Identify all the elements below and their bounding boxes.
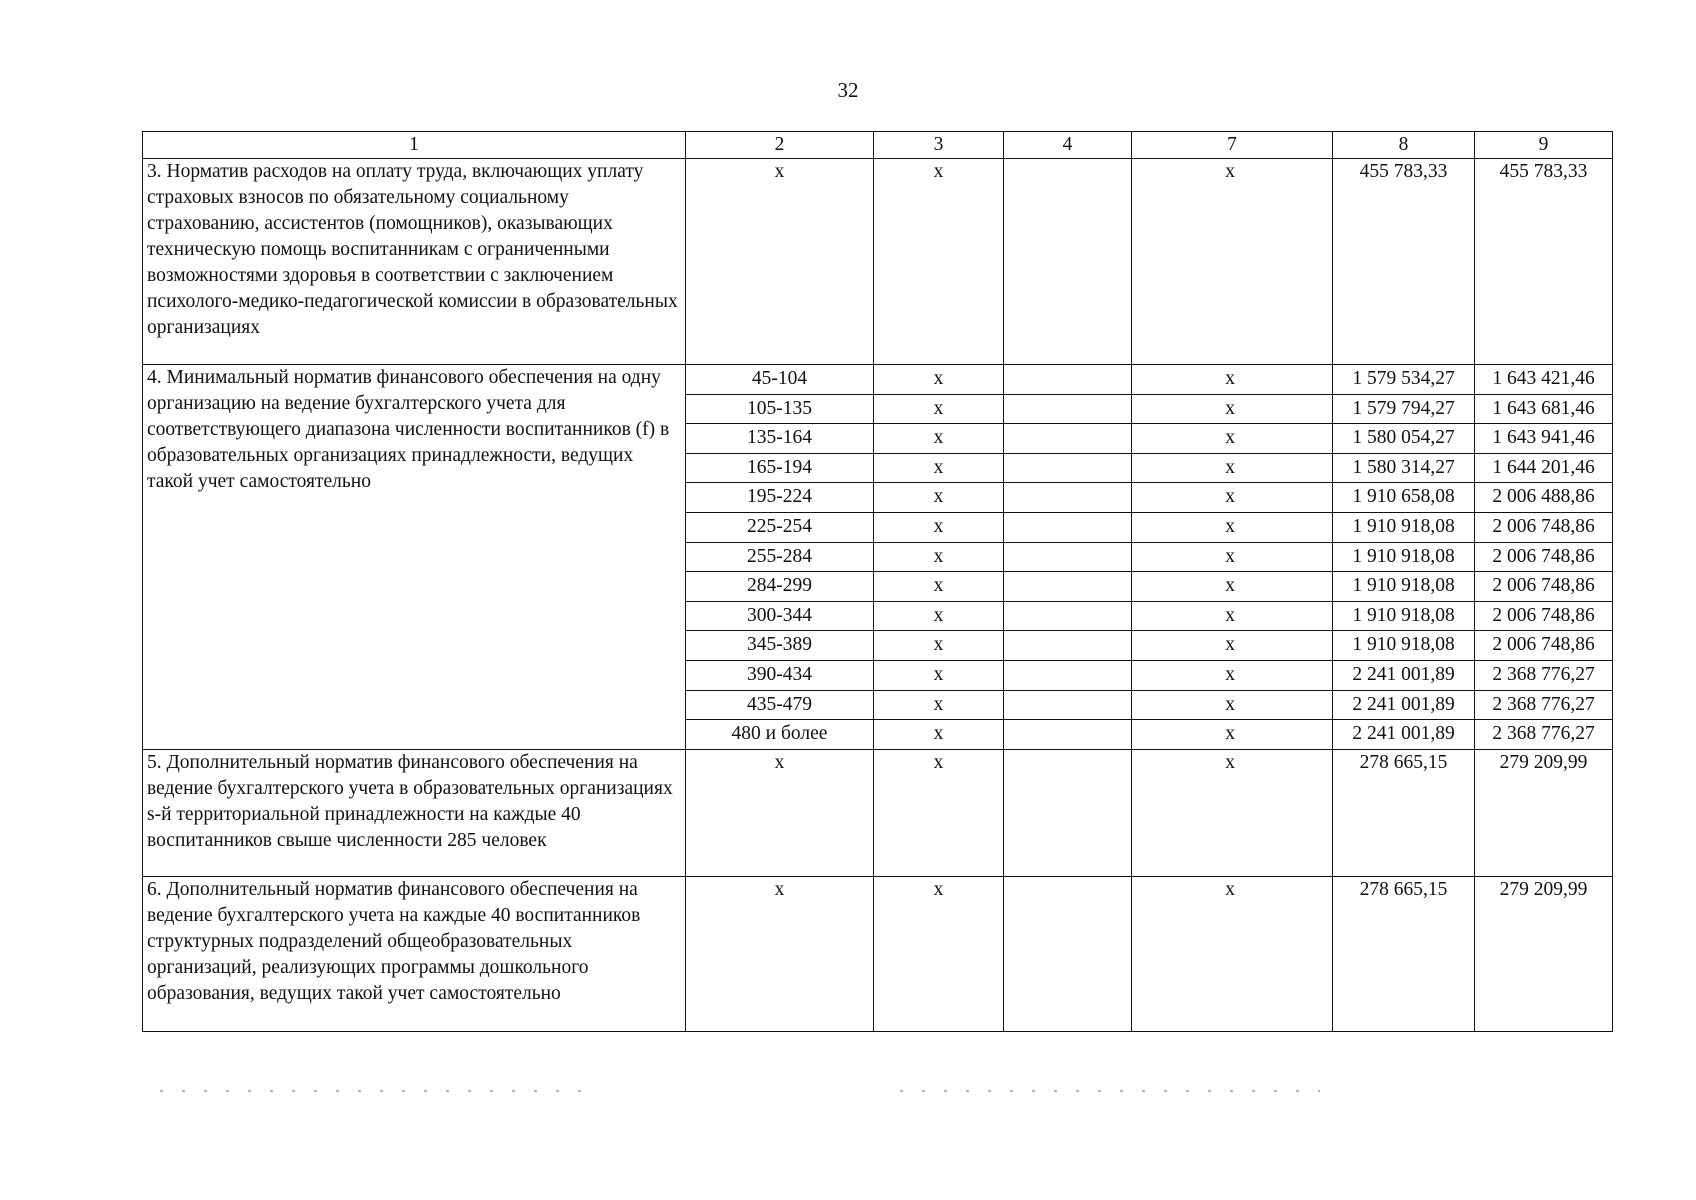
cell-col7: х: [1132, 660, 1333, 690]
cell-col9: 2 006 748,86: [1475, 542, 1613, 572]
cell-col9: 2 368 776,27: [1475, 690, 1613, 720]
cell-col7: х: [1132, 690, 1333, 720]
table-row: [143, 159, 1613, 365]
range-cell: 284-299: [686, 572, 874, 602]
cell-col4: [1004, 365, 1132, 395]
column-header: 9: [1475, 132, 1613, 159]
cell-col3: х: [874, 601, 1004, 631]
range-cell: 300-344: [686, 601, 874, 631]
cell-col4: [1004, 660, 1132, 690]
column-header: 1: [143, 132, 686, 159]
cell-col7: х: [1132, 453, 1333, 483]
cell-col3: х: [874, 720, 1004, 750]
cell-col3: х: [874, 690, 1004, 720]
range-cell: 45-104: [686, 365, 874, 395]
column-header: 7: [1132, 132, 1333, 159]
table-row: [143, 876, 1613, 1031]
column-header: 8: [1333, 132, 1475, 159]
cell-col4: [1004, 512, 1132, 542]
cell-col9: 2 368 776,27: [1475, 720, 1613, 750]
cell-col4: [1004, 601, 1132, 631]
table-row: [143, 749, 1613, 876]
cell-col8: 1 910 918,08: [1333, 572, 1475, 602]
cell-col8: 1 579 534,27: [1333, 365, 1475, 395]
cell-col8: 1 910 658,08: [1333, 483, 1475, 513]
cell-col3: х: [874, 631, 1004, 661]
cell-col7: х: [1132, 631, 1333, 661]
cell-col2: х: [686, 749, 874, 876]
cell-col7: х: [1132, 876, 1333, 1031]
cell-col7: х: [1132, 483, 1333, 513]
cell-col3: х: [874, 483, 1004, 513]
range-cell: 435-479: [686, 690, 874, 720]
cell-col3: х: [874, 660, 1004, 690]
cell-col9: 1 643 941,46: [1475, 424, 1613, 454]
cell-col9: 1 643 421,46: [1475, 365, 1613, 395]
cell-col8: 2 241 001,89: [1333, 660, 1475, 690]
cell-col4: [1004, 690, 1132, 720]
cell-col9: 455 783,33: [1475, 159, 1613, 365]
cell-col9: 1 644 201,46: [1475, 453, 1613, 483]
cell-col4: [1004, 159, 1132, 365]
column-header: 4: [1004, 132, 1132, 159]
range-cell: 195-224: [686, 483, 874, 513]
row-description: 3. Норматив расходов на оплату труда, включающих уплату страховых взносов по обязательному социальному страхованию, ассистентов (помощников), оказывающих техническую помощь воспитанникам с ограниченными возможностями здоровья в соответствии с заключением психолого-медико-педагогической комиссии в образовательных организациях: [143, 159, 686, 365]
cell-col2: х: [686, 159, 874, 365]
cell-col3: х: [874, 394, 1004, 424]
cell-col9: 279 209,99: [1475, 876, 1613, 1031]
row-description: 5. Дополнительный норматив финансового обеспечения на ведение бухгалтерского учета в образовательных организациях s-й территориальной принадлежности на каждые 40 воспитанников свыше численности 285 человек: [143, 749, 686, 876]
cell-col8: 1 910 918,08: [1333, 601, 1475, 631]
cell-col7: х: [1132, 365, 1333, 395]
cell-col4: [1004, 542, 1132, 572]
row-description: 6. Дополнительный норматив финансового обеспечения на ведение бухгалтерского учета на каждые 40 воспитанников структурных подразделений общеобразовательных организаций, реализующих программы дошкольного образования, ведущих такой учет самостоятельно: [143, 876, 686, 1031]
cell-col8: 1 910 918,08: [1333, 512, 1475, 542]
cell-col8: 2 241 001,89: [1333, 690, 1475, 720]
cell-col8: 2 241 001,89: [1333, 720, 1475, 750]
header-row: [143, 132, 1613, 159]
cell-col3: х: [874, 512, 1004, 542]
cell-col3: х: [874, 159, 1004, 365]
range-cell: 255-284: [686, 542, 874, 572]
range-cell: 480 и более: [686, 720, 874, 750]
range-cell: 345-389: [686, 631, 874, 661]
page-number: 32: [837, 78, 859, 102]
cell-col8: 1 579 794,27: [1333, 394, 1475, 424]
normatives-table: [142, 131, 1613, 1032]
cell-col7: х: [1132, 720, 1333, 750]
cell-col8: 1 910 918,08: [1333, 631, 1475, 661]
cell-col7: х: [1132, 159, 1333, 365]
cell-col3: х: [874, 453, 1004, 483]
cell-col4: [1004, 483, 1132, 513]
cell-col4: [1004, 876, 1132, 1031]
cell-col3: х: [874, 424, 1004, 454]
range-cell: 105-135: [686, 394, 874, 424]
table-row: [143, 365, 1613, 395]
cell-col4: [1004, 720, 1132, 750]
cell-col3: х: [874, 542, 1004, 572]
cell-col3: х: [874, 749, 1004, 876]
cell-col4: [1004, 424, 1132, 454]
range-cell: 135-164: [686, 424, 874, 454]
cell-col4: [1004, 572, 1132, 602]
cell-col3: х: [874, 365, 1004, 395]
cell-col9: 279 209,99: [1475, 749, 1613, 876]
column-header: 2: [686, 132, 874, 159]
cell-col8: 278 665,15: [1333, 876, 1475, 1031]
cell-col7: х: [1132, 424, 1333, 454]
cell-col8: 455 783,33: [1333, 159, 1475, 365]
cell-col8: 1 580 314,27: [1333, 453, 1475, 483]
cell-col9: 2 006 488,86: [1475, 483, 1613, 513]
cell-col4: [1004, 394, 1132, 424]
scan-noise: [900, 1090, 1320, 1092]
cell-col9: 2 006 748,86: [1475, 572, 1613, 602]
row-description: 4. Минимальный норматив финансового обеспечения на одну организацию на ведение бухгалтерского учета для соответствующего диапазона численности воспитанников (f) в образовательных организациях принадлежности, ведущих такой учет самостоятельно: [143, 365, 686, 750]
cell-col4: [1004, 453, 1132, 483]
cell-col8: 278 665,15: [1333, 749, 1475, 876]
range-cell: 390-434: [686, 660, 874, 690]
cell-col2: х: [686, 876, 874, 1031]
cell-col4: [1004, 749, 1132, 876]
cell-col7: х: [1132, 512, 1333, 542]
range-cell: 165-194: [686, 453, 874, 483]
cell-col8: 1 910 918,08: [1333, 542, 1475, 572]
cell-col9: 2 006 748,86: [1475, 512, 1613, 542]
cell-col9: 2 006 748,86: [1475, 631, 1613, 661]
range-cell: 225-254: [686, 512, 874, 542]
cell-col7: х: [1132, 572, 1333, 602]
cell-col9: 1 643 681,46: [1475, 394, 1613, 424]
cell-col7: х: [1132, 542, 1333, 572]
cell-col9: 2 368 776,27: [1475, 660, 1613, 690]
cell-col7: х: [1132, 394, 1333, 424]
cell-col3: х: [874, 572, 1004, 602]
scan-noise: [160, 1090, 600, 1092]
cell-col4: [1004, 631, 1132, 661]
column-header: 3: [874, 132, 1004, 159]
cell-col7: х: [1132, 749, 1333, 876]
cell-col8: 1 580 054,27: [1333, 424, 1475, 454]
cell-col9: 2 006 748,86: [1475, 601, 1613, 631]
cell-col7: х: [1132, 601, 1333, 631]
cell-col3: х: [874, 876, 1004, 1031]
